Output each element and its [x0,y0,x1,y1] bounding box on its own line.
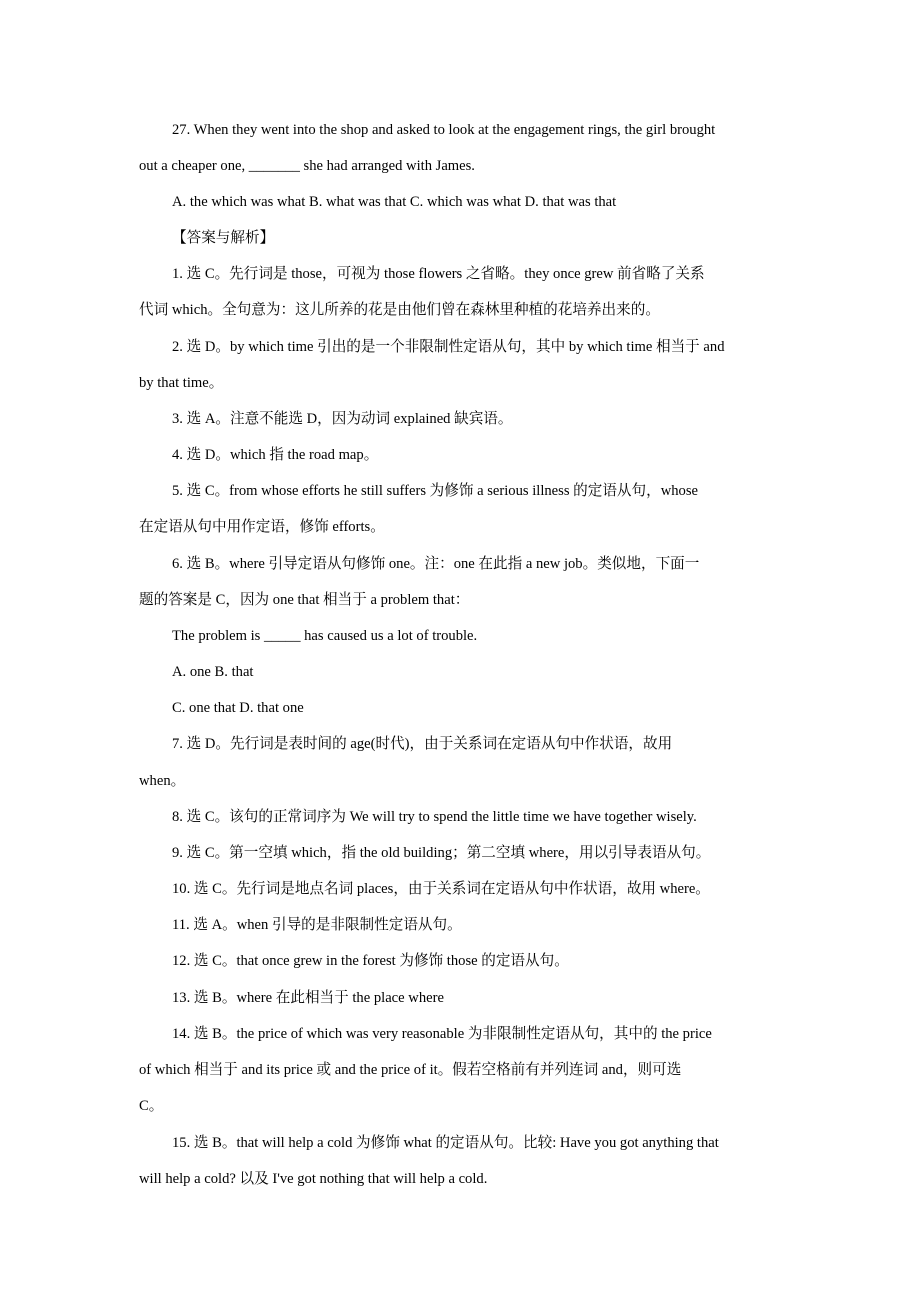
question-27-line-2: out a cheaper one, _______ she had arranged with James. [139,158,475,174]
example-options-ab: A. one B. that [172,664,254,680]
answer-5-line-2: 在定语从句中用作定语，修饰 efforts。 [139,519,385,535]
answer-2-line-2: by that time。 [139,375,224,391]
answer-12: 12. 选 C。that once grew in the forest 为修饰 those 的定语从句。 [172,953,569,969]
answer-6-line-1: 6. 选 B。where 引导定语从句修饰 one。注：one 在此指 a new job。类似地，下面一 [172,556,700,572]
answer-7-line-1: 7. 选 D。先行词是表时间的 age(时代)，由于关系词在定语从句中作状语，故用 [172,736,673,752]
answer-5-line-1: 5. 选 C。from whose efforts he still suffers 为修饰 a serious illness 的定语从句，whose [172,483,699,499]
answer-9: 9. 选 C。第一空填 which，指 the old building；第二空填 where，用以引导表语从句。 [172,845,711,861]
answer-15-line-2: will help a cold? 以及 I've got nothing that will help a cold. [139,1171,488,1187]
answer-section-heading: 【答案与解析】 [172,230,275,246]
answer-7-line-2: when。 [139,773,186,789]
answer-14-line-1: 14. 选 B。the price of which was very reasonable 为非限制性定语从句，其中的 the price [172,1026,712,1042]
answer-14-line-2: of which 相当于 and its price 或 and the price of it。假若空格前有并列连词 and，则可选 [139,1062,682,1078]
answer-3: 3. 选 A。注意不能选 D，因为动词 explained 缺宾语。 [172,411,513,427]
answer-8: 8. 选 C。该句的正常词序为 We will try to spend the little time we have together wisely. [172,809,697,825]
answer-15-line-1: 15. 选 B。that will help a cold 为修饰 what 的定语从句。比较: Have you got anything that [172,1135,719,1151]
answer-10: 10. 选 C。先行词是地点名词 places，由于关系词在定语从句中作状语，故用 where。 [172,881,710,897]
answer-6-line-2: 题的答案是 C，因为 one that 相当于 a problem that： [139,592,470,608]
answer-1-line-1: 1. 选 C。先行词是 those，可视为 those flowers 之省略。they once grew 前省略了关系 [172,266,705,282]
answer-2-line-1: 2. 选 D。by which time 引出的是一个非限制性定语从句，其中 by which time 相当于 and [172,339,725,355]
answer-14-line-3: C。 [139,1098,164,1114]
example-options-cd: C. one that D. that one [172,700,304,716]
question-27-options: A. the which was what B. what was that C. which was what D. that was that [172,194,617,210]
question-27-line-1: 27. When they went into the shop and asked to look at the engagement rings, the girl brought [172,122,716,138]
answer-11: 11. 选 A。when 引导的是非限制性定语从句。 [172,917,462,933]
example-sentence: The problem is _____ has caused us a lot of trouble. [172,628,478,644]
answer-13: 13. 选 B。where 在此相当于 the place where [172,990,444,1006]
answer-1-line-2: 代词 which。全句意为：这儿所养的花是由他们曾在森林里种植的花培养出来的。 [139,302,660,318]
answer-4: 4. 选 D。which 指 the road map。 [172,447,379,463]
